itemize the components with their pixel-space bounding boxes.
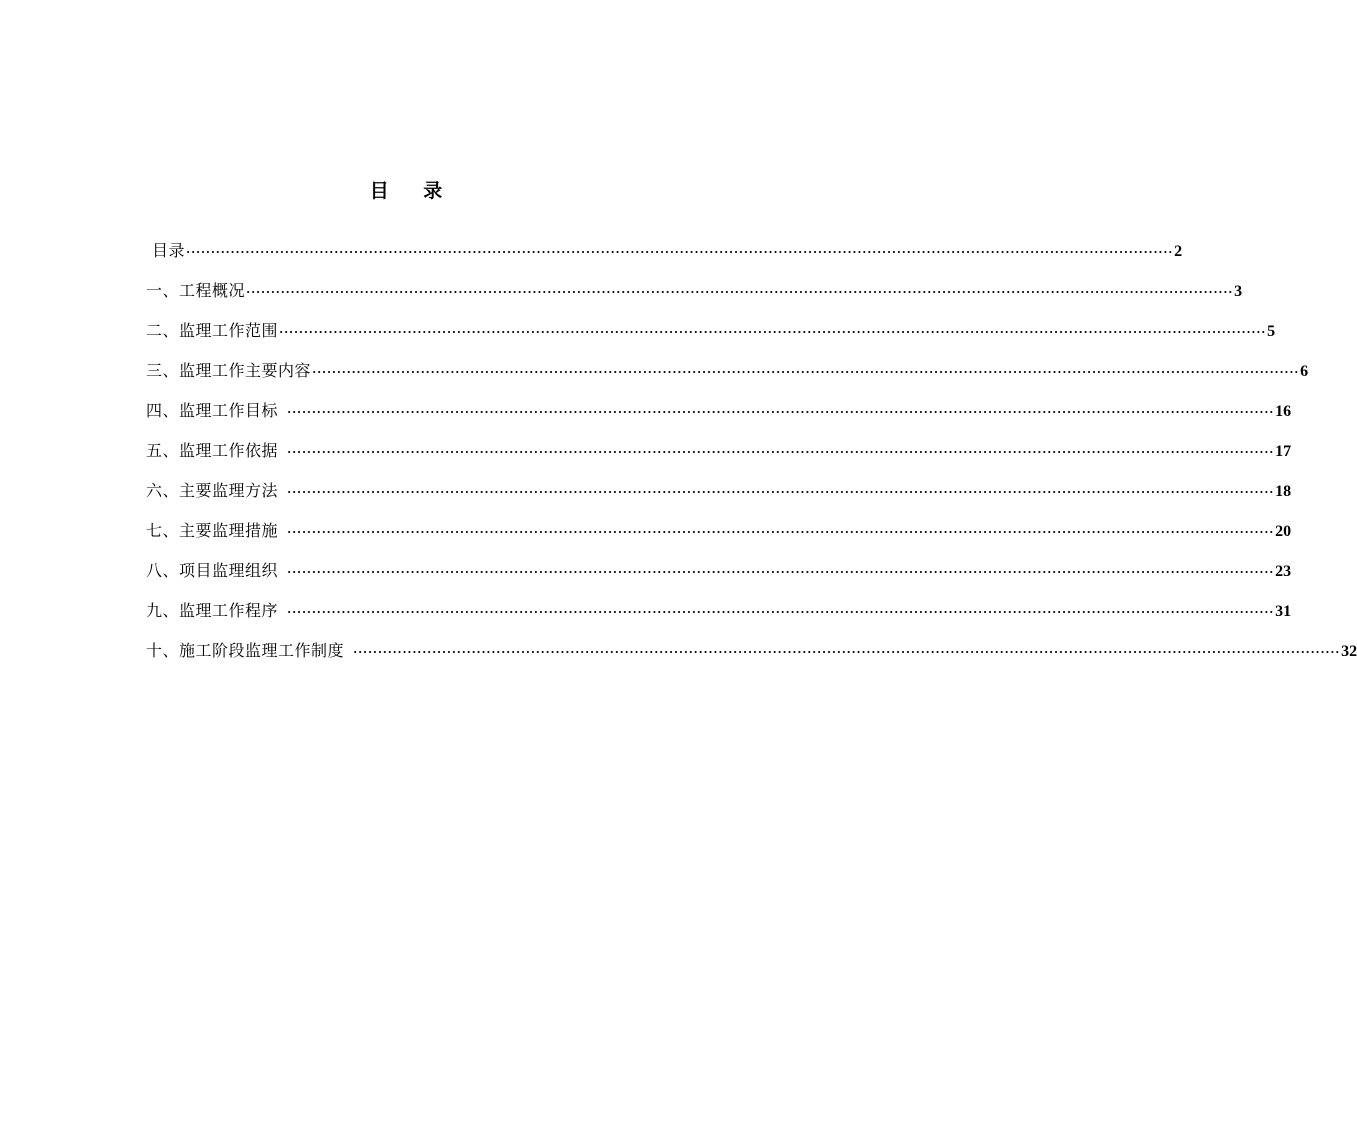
toc-page-number: 5 <box>1267 323 1276 340</box>
toc-entry-label: 四、监理工作目标 <box>146 401 279 420</box>
toc-page-number: 2 <box>1174 243 1183 260</box>
toc-page-number: 6 <box>1300 363 1309 380</box>
toc-dot-leader: ········································································································································································································ <box>279 324 1267 339</box>
toc-dot-leader: ········································································································································································································ <box>287 564 1275 579</box>
toc-entry[interactable] <box>146 516 1292 556</box>
toc-entry[interactable] <box>146 596 1292 636</box>
toc-dot-leader: ········································································································································································································ <box>246 284 1234 299</box>
toc-entry-label: 目录 <box>152 241 186 260</box>
toc-entry[interactable] <box>146 636 1357 676</box>
toc-entry-label: 八、项目监理组织 <box>146 561 279 580</box>
toc-dot-leader: ········································································································································································································ <box>287 604 1275 619</box>
toc-dot-leader: ········································································································································································································ <box>287 404 1275 419</box>
toc-entry-label: 十、施工阶段监理工作制度 <box>146 641 345 660</box>
toc-page-number: 20 <box>1275 523 1292 540</box>
toc-entry[interactable] <box>146 476 1292 516</box>
toc-page-number: 31 <box>1275 603 1292 620</box>
toc-page-number: 23 <box>1275 563 1292 580</box>
toc-dot-leader: ········································································································································································································ <box>287 524 1275 539</box>
toc-list <box>146 236 1357 676</box>
toc-entry-label: 三、监理工作主要内容 <box>146 361 312 380</box>
toc-page-number: 32 <box>1341 643 1357 660</box>
toc-entry-label: 七、主要监理措施 <box>146 521 279 540</box>
toc-entry-label: 一、工程概况 <box>146 281 246 300</box>
toc-page-number: 17 <box>1275 443 1292 460</box>
toc-dot-leader: ········································································································································································································ <box>287 484 1275 499</box>
toc-dot-leader: ········································································································································································································ <box>353 644 1341 659</box>
toc-page-number: 16 <box>1275 403 1292 420</box>
toc-entry[interactable] <box>146 556 1292 596</box>
toc-entry[interactable] <box>146 316 1276 356</box>
toc-entry[interactable] <box>146 276 1243 316</box>
toc-dot-leader: ········································································································································································································ <box>312 364 1300 379</box>
toc-entry-label: 五、监理工作依据 <box>146 441 279 460</box>
toc-entry-label: 六、主要监理方法 <box>146 481 279 500</box>
toc-page-number: 18 <box>1275 483 1292 500</box>
toc-dot-leader: ········································································································································································································ <box>287 444 1275 459</box>
toc-dot-leader: ········································································································································································································ <box>186 244 1174 259</box>
toc-title: 目 录 <box>369 180 457 202</box>
toc-entry[interactable] <box>146 396 1292 436</box>
toc-entry-label: 二、监理工作范围 <box>146 321 279 340</box>
toc-entry[interactable] <box>146 236 1183 276</box>
toc-entry[interactable] <box>146 436 1292 476</box>
toc-entry-label: 九、监理工作程序 <box>146 601 279 620</box>
toc-entry[interactable] <box>146 356 1309 396</box>
toc-page-number: 3 <box>1234 283 1243 300</box>
